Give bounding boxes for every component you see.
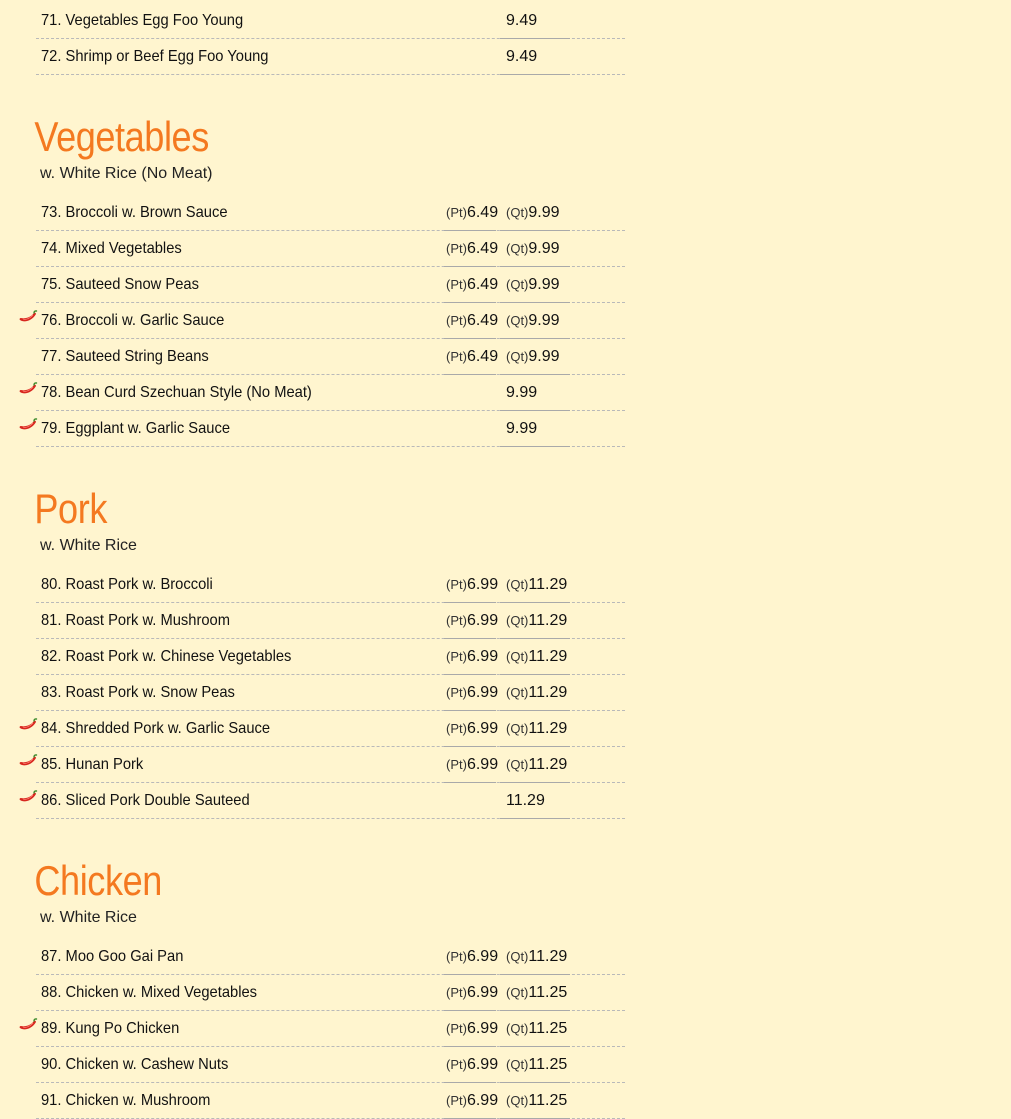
quart-label: (Qt) (506, 277, 529, 292)
section-subtitle: w. White Rice (No Meat) (40, 165, 213, 182)
menu-item-name: 71. Vegetables Egg Foo Young (41, 12, 244, 29)
quart-price-value: 11.29 (528, 756, 568, 773)
quart-label: (Qt) (506, 241, 529, 256)
pint-price-value: 6.99 (466, 576, 499, 593)
menu-item-name: 76. Broccoli w. Garlic Sauce (41, 312, 225, 329)
pint-price-value: 6.99 (466, 756, 499, 773)
quart-price-value: 11.25 (528, 1020, 568, 1037)
menu-item-row[interactable] (0, 1047, 640, 1083)
pint-price (446, 1055, 498, 1075)
menu-item-name: 74. Mixed Vegetables (41, 240, 182, 257)
menu-item-row[interactable] (0, 1083, 640, 1119)
pint-label: (Pt) (446, 985, 467, 1000)
quart-label: (Qt) (506, 613, 529, 628)
menu-item-row[interactable] (0, 231, 640, 267)
price-underline (500, 446, 570, 447)
menu-list (0, 3, 640, 1119)
pint-price (446, 683, 498, 703)
quart-price (506, 683, 567, 703)
menu-item-name: 89. Kung Po Chicken (41, 1020, 180, 1037)
pint-price (446, 1091, 498, 1111)
menu-item-row[interactable] (0, 939, 640, 975)
pint-price (446, 347, 498, 367)
pint-label: (Pt) (446, 241, 467, 256)
quart-price-value: 11.29 (528, 948, 568, 965)
pint-price (446, 983, 498, 1003)
single-price: 11.29 (506, 792, 545, 809)
menu-item-row[interactable] (0, 603, 640, 639)
pint-price (446, 575, 498, 595)
pint-price-value: 6.49 (466, 348, 499, 365)
single-price: 9.49 (506, 48, 538, 65)
quart-price (506, 347, 560, 367)
section-subtitle: w. White Rice (40, 537, 137, 554)
quart-price (506, 275, 560, 295)
chili-pepper-icon (18, 754, 38, 768)
section-title: Vegetables (34, 113, 209, 160)
menu-item-name: 73. Broccoli w. Brown Sauce (41, 204, 228, 221)
menu-item-row[interactable] (0, 1011, 640, 1047)
pint-price-value: 6.49 (466, 276, 499, 293)
menu-item-row[interactable] (0, 975, 640, 1011)
section-title: Pork (34, 485, 107, 532)
pint-price (446, 275, 498, 295)
quart-label: (Qt) (506, 205, 529, 220)
pint-label: (Pt) (446, 577, 467, 592)
section-gap (0, 75, 640, 111)
quart-label: (Qt) (506, 757, 529, 772)
quart-price-value: 11.25 (528, 1056, 568, 1073)
quart-price-value: 11.29 (528, 576, 568, 593)
menu-item-name: 88. Chicken w. Mixed Vegetables (41, 984, 258, 1001)
quart-label: (Qt) (506, 985, 529, 1000)
menu-item-name: 79. Eggplant w. Garlic Sauce (41, 420, 231, 437)
quart-label: (Qt) (506, 1093, 529, 1108)
pint-price-value: 6.99 (466, 648, 499, 665)
quart-price-value: 9.99 (528, 240, 560, 257)
pint-price-value: 6.99 (466, 612, 499, 629)
pint-price-value: 6.49 (466, 312, 499, 329)
pint-price-value: 6.99 (466, 1056, 499, 1073)
quart-label: (Qt) (506, 313, 529, 328)
menu-item-name: 84. Shredded Pork w. Garlic Sauce (41, 720, 271, 737)
pint-label: (Pt) (446, 721, 467, 736)
pint-price-value: 6.99 (466, 1020, 499, 1037)
quart-price-value: 11.29 (528, 612, 568, 629)
pint-label: (Pt) (446, 757, 467, 772)
menu-item-name: 83. Roast Pork w. Snow Peas (41, 684, 235, 701)
quart-price (506, 1091, 567, 1111)
single-price: 9.99 (506, 420, 538, 437)
pint-label: (Pt) (446, 685, 467, 700)
price-underline (500, 818, 570, 819)
menu-item-name: 80. Roast Pork w. Broccoli (41, 576, 213, 593)
chili-pepper-icon (18, 418, 38, 432)
quart-price (506, 755, 567, 775)
menu-item-name: 85. Hunan Pork (41, 756, 144, 773)
section-title: Chicken (34, 857, 162, 904)
chili-pepper-icon (18, 382, 38, 396)
menu-item-row[interactable] (0, 267, 640, 303)
menu-item-row[interactable] (0, 747, 640, 783)
single-price: 9.99 (506, 384, 538, 401)
pint-label: (Pt) (446, 1093, 467, 1108)
menu-item-row[interactable] (0, 39, 640, 75)
pint-label: (Pt) (446, 277, 467, 292)
chili-pepper-icon (18, 1018, 38, 1032)
menu-item-name: 90. Chicken w. Cashew Nuts (41, 1056, 229, 1073)
quart-price (506, 1055, 567, 1075)
menu-item-row[interactable] (0, 639, 640, 675)
pint-price (446, 647, 498, 667)
quart-price (506, 719, 567, 739)
menu-item-row[interactable] (0, 411, 640, 447)
pint-price (446, 311, 498, 331)
pint-price (446, 1019, 498, 1039)
menu-item-row[interactable] (0, 711, 640, 747)
quart-price (506, 203, 560, 223)
pint-price-value: 6.99 (466, 984, 499, 1001)
menu-item-name: 77. Sauteed String Beans (41, 348, 209, 365)
quart-price (506, 311, 560, 331)
menu-item-row[interactable] (0, 375, 640, 411)
quart-label: (Qt) (506, 685, 529, 700)
pint-price (446, 239, 498, 259)
quart-label: (Qt) (506, 721, 529, 736)
pint-label: (Pt) (446, 313, 467, 328)
pint-price (446, 947, 498, 967)
menu-item-row[interactable] (0, 675, 640, 711)
menu-item-name: 78. Bean Curd Szechuan Style (No Meat) (41, 384, 312, 401)
menu-item-name: 91. Chicken w. Mushroom (41, 1092, 211, 1109)
pint-label: (Pt) (446, 949, 467, 964)
quart-price (506, 575, 567, 595)
menu-item-row[interactable] (0, 567, 640, 603)
menu-item-row[interactable] (0, 339, 640, 375)
pint-label: (Pt) (446, 649, 467, 664)
menu-item-name: 82. Roast Pork w. Chinese Vegetables (41, 648, 292, 665)
menu-item-name: 86. Sliced Pork Double Sauteed (41, 792, 250, 809)
quart-price-value: 11.29 (528, 648, 568, 665)
quart-price-value: 11.29 (528, 684, 568, 701)
pint-price-value: 6.99 (466, 684, 499, 701)
quart-label: (Qt) (506, 1057, 529, 1072)
quart-price (506, 647, 567, 667)
quart-label: (Qt) (506, 1021, 529, 1036)
section-gap (0, 819, 640, 855)
pint-label: (Pt) (446, 1057, 467, 1072)
pint-price (446, 611, 498, 631)
quart-price-value: 11.25 (528, 984, 568, 1001)
chili-pepper-icon (18, 790, 38, 804)
quart-price-value: 9.99 (528, 348, 560, 365)
menu-item-name: 87. Moo Goo Gai Pan (41, 948, 184, 965)
pint-label: (Pt) (446, 205, 467, 220)
chili-pepper-icon (18, 718, 38, 732)
menu-item-name: 75. Sauteed Snow Peas (41, 276, 199, 293)
quart-price-value: 11.29 (528, 720, 568, 737)
chili-pepper-icon (18, 310, 38, 324)
section-subtitle: w. White Rice (40, 909, 137, 926)
quart-price (506, 239, 560, 259)
quart-price-value: 11.25 (528, 1092, 568, 1109)
quart-price (506, 983, 567, 1003)
quart-label: (Qt) (506, 577, 529, 592)
pint-price-value: 6.99 (466, 720, 499, 737)
menu-item-row[interactable] (0, 783, 640, 819)
pint-label: (Pt) (446, 1021, 467, 1036)
pint-label: (Pt) (446, 613, 467, 628)
quart-price-value: 9.99 (528, 276, 560, 293)
pint-price-value: 6.49 (466, 204, 499, 221)
quart-price (506, 947, 567, 967)
pint-price-value: 6.99 (466, 948, 499, 965)
pint-price (446, 719, 498, 739)
menu-item-name: 72. Shrimp or Beef Egg Foo Young (41, 48, 269, 65)
quart-price (506, 1019, 567, 1039)
pint-price-value: 6.49 (466, 240, 499, 257)
section-gap (0, 447, 640, 483)
menu-item-row[interactable] (0, 303, 640, 339)
quart-price-value: 9.99 (528, 312, 560, 329)
menu-item-row[interactable] (0, 195, 640, 231)
pint-price (446, 203, 498, 223)
quart-price-value: 9.99 (528, 204, 560, 221)
quart-label: (Qt) (506, 949, 529, 964)
menu-item-row[interactable] (0, 3, 640, 39)
single-price: 9.49 (506, 12, 538, 29)
quart-label: (Qt) (506, 649, 529, 664)
quart-price (506, 611, 567, 631)
pint-price-value: 6.99 (466, 1092, 499, 1109)
price-underline (500, 74, 570, 75)
pint-price (446, 755, 498, 775)
quart-label: (Qt) (506, 349, 529, 364)
menu-item-name: 81. Roast Pork w. Mushroom (41, 612, 230, 629)
pint-label: (Pt) (446, 349, 467, 364)
